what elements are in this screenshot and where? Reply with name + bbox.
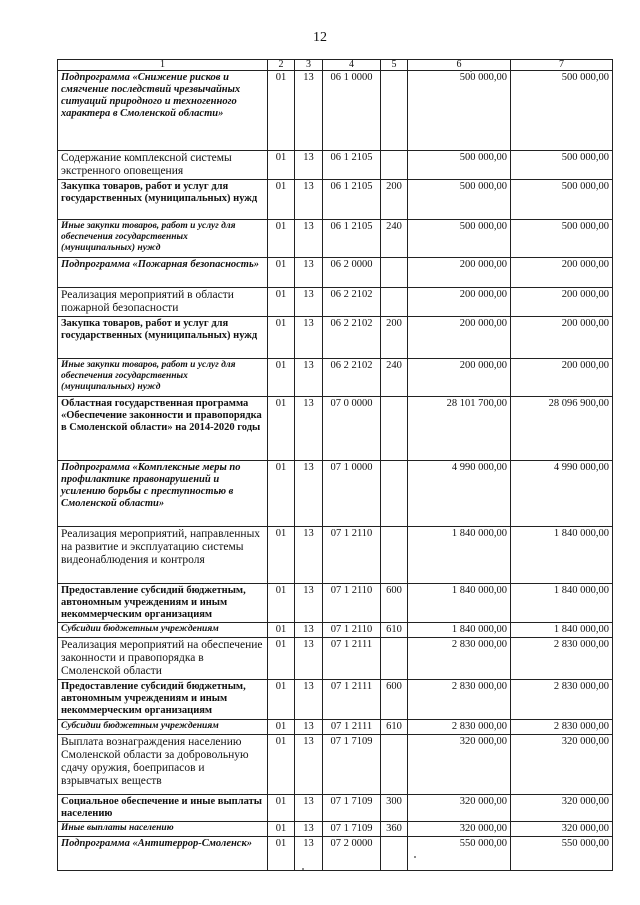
section-code-cell: 01	[268, 822, 295, 837]
amount-cell: 2 830 000,00	[511, 638, 613, 680]
row-name-cell: Предоставление субсидий бюджетным, автономным учреждениям и иным некоммерческим организациям	[58, 680, 268, 720]
subsection-code-cell: 13	[295, 180, 323, 220]
table-row	[58, 735, 613, 795]
table-header-row	[58, 60, 613, 71]
table-row	[58, 623, 613, 638]
amount-cell: 320 000,00	[511, 735, 613, 795]
section-code-cell: 01	[268, 638, 295, 680]
row-name-cell: Субсидии бюджетным учреждениям	[58, 720, 268, 735]
row-name-cell: Областная государственная программа «Обеспечение законности и правопорядка в Смоленской области» на 2014-2020 годы	[58, 397, 268, 461]
expense-type-cell	[381, 288, 408, 317]
section-code-cell: 01	[268, 461, 295, 527]
subsection-code-cell: 13	[295, 638, 323, 680]
subsection-code-cell: 13	[295, 151, 323, 180]
amount-cell: 28 101 700,00	[408, 397, 511, 461]
amount-cell: 1 840 000,00	[511, 623, 613, 638]
target-article-cell: 06 1 2105	[323, 220, 381, 258]
amount-cell: 320 000,00	[511, 795, 613, 822]
subsection-code-cell: 13	[295, 584, 323, 623]
section-code-cell: 01	[268, 317, 295, 359]
target-article-cell: 06 2 0000	[323, 258, 381, 288]
section-code-cell: 01	[268, 795, 295, 822]
expense-type-cell: 240	[381, 359, 408, 397]
row-name-cell: Подпрограмма «Антитеррор-Смоленск»	[58, 837, 268, 871]
subsection-code-cell: 13	[295, 735, 323, 795]
amount-cell: 500 000,00	[511, 180, 613, 220]
row-name-cell: Реализация мероприятий на обеспечение законности и правопорядка в Смоленской области	[58, 638, 268, 680]
subsection-code-cell: 13	[295, 837, 323, 871]
expense-type-cell	[381, 397, 408, 461]
expense-type-cell	[381, 527, 408, 584]
expense-type-cell: 360	[381, 822, 408, 837]
amount-cell: 2 830 000,00	[408, 720, 511, 735]
expense-type-cell	[381, 735, 408, 795]
column-header: 4	[323, 60, 381, 71]
amount-cell: 500 000,00	[408, 180, 511, 220]
row-name-cell: Подпрограмма «Пожарная безопасность»	[58, 258, 268, 288]
table-row	[58, 822, 613, 837]
row-name-cell: Социальное обеспечение и иные выплаты населению	[58, 795, 268, 822]
table-row	[58, 720, 613, 735]
column-header: 5	[381, 60, 408, 71]
table-row	[58, 288, 613, 317]
expense-type-cell	[381, 461, 408, 527]
target-article-cell: 06 2 2102	[323, 288, 381, 317]
amount-cell: 500 000,00	[511, 71, 613, 151]
amount-cell: 1 840 000,00	[408, 527, 511, 584]
amount-cell: 200 000,00	[511, 258, 613, 288]
amount-cell: 500 000,00	[408, 151, 511, 180]
scan-speck	[302, 868, 304, 870]
target-article-cell: 06 2 2102	[323, 317, 381, 359]
row-name-cell: Подпрограмма «Комплексные меры по профилактике правонарушений и усилению борьбы с преступностью в Смоленской области»	[58, 461, 268, 527]
subsection-code-cell: 13	[295, 527, 323, 584]
row-name-cell: Реализация мероприятий, направленных на развитие и эксплуатацию системы видеонаблюдения и контроля	[58, 527, 268, 584]
section-code-cell: 01	[268, 258, 295, 288]
table-row	[58, 638, 613, 680]
amount-cell: 1 840 000,00	[511, 584, 613, 623]
table-row	[58, 71, 613, 151]
subsection-code-cell: 13	[295, 822, 323, 837]
target-article-cell: 07 1 7109	[323, 822, 381, 837]
amount-cell: 200 000,00	[511, 359, 613, 397]
column-header: 1	[58, 60, 268, 71]
amount-cell: 28 096 900,00	[511, 397, 613, 461]
expense-type-cell: 610	[381, 720, 408, 735]
subsection-code-cell: 13	[295, 795, 323, 822]
expense-type-cell	[381, 837, 408, 871]
table-row	[58, 527, 613, 584]
table-row	[58, 461, 613, 527]
table-row	[58, 317, 613, 359]
section-code-cell: 01	[268, 359, 295, 397]
target-article-cell: 07 1 0000	[323, 461, 381, 527]
table-row	[58, 584, 613, 623]
amount-cell: 320 000,00	[511, 822, 613, 837]
row-name-cell: Иные выплаты населению	[58, 822, 268, 837]
amount-cell: 200 000,00	[408, 288, 511, 317]
subsection-code-cell: 13	[295, 397, 323, 461]
subsection-code-cell: 13	[295, 359, 323, 397]
subsection-code-cell: 13	[295, 720, 323, 735]
table-row	[58, 680, 613, 720]
table-row	[58, 837, 613, 871]
expense-type-cell: 200	[381, 317, 408, 359]
table-row	[58, 258, 613, 288]
amount-cell: 200 000,00	[408, 258, 511, 288]
scan-speck	[470, 70, 472, 72]
amount-cell: 1 840 000,00	[511, 527, 613, 584]
table-row	[58, 359, 613, 397]
subsection-code-cell: 13	[295, 317, 323, 359]
expense-type-cell: 610	[381, 623, 408, 638]
section-code-cell: 01	[268, 623, 295, 638]
row-name-cell: Содержание комплексной системы экстренного оповещения	[58, 151, 268, 180]
section-code-cell: 01	[268, 220, 295, 258]
expense-type-cell: 240	[381, 220, 408, 258]
subsection-code-cell: 13	[295, 623, 323, 638]
section-code-cell: 01	[268, 527, 295, 584]
amount-cell: 1 840 000,00	[408, 584, 511, 623]
row-name-cell: Субсидии бюджетным учреждениям	[58, 623, 268, 638]
amount-cell: 2 830 000,00	[511, 720, 613, 735]
section-code-cell: 01	[268, 720, 295, 735]
amount-cell: 500 000,00	[408, 220, 511, 258]
target-article-cell: 07 1 2111	[323, 680, 381, 720]
amount-cell: 2 830 000,00	[408, 680, 511, 720]
table-row	[58, 220, 613, 258]
table-row	[58, 180, 613, 220]
expense-type-cell: 200	[381, 180, 408, 220]
expense-type-cell: 300	[381, 795, 408, 822]
amount-cell: 320 000,00	[408, 795, 511, 822]
target-article-cell: 07 1 2110	[323, 527, 381, 584]
row-name-cell: Выплата вознаграждения населению Смоленской области за добровольную сдачу оружия, боеприпасов и взрывчатых веществ	[58, 735, 268, 795]
expense-type-cell	[381, 151, 408, 180]
target-article-cell: 06 1 2105	[323, 151, 381, 180]
amount-cell: 200 000,00	[511, 317, 613, 359]
amount-cell: 2 830 000,00	[511, 680, 613, 720]
amount-cell: 2 830 000,00	[408, 638, 511, 680]
amount-cell: 320 000,00	[408, 735, 511, 795]
target-article-cell: 07 2 0000	[323, 837, 381, 871]
section-code-cell: 01	[268, 151, 295, 180]
expense-type-cell	[381, 638, 408, 680]
section-code-cell: 01	[268, 837, 295, 871]
section-code-cell: 01	[268, 735, 295, 795]
table-row	[58, 397, 613, 461]
expense-type-cell: 600	[381, 680, 408, 720]
subsection-code-cell: 13	[295, 258, 323, 288]
amount-cell: 500 000,00	[511, 220, 613, 258]
subsection-code-cell: 13	[295, 71, 323, 151]
scan-speck	[414, 856, 416, 858]
expense-type-cell	[381, 258, 408, 288]
budget-table	[57, 59, 613, 871]
target-article-cell: 07 0 0000	[323, 397, 381, 461]
amount-cell: 200 000,00	[408, 317, 511, 359]
row-name-cell: Подпрограмма «Снижение рисков и смягчение последствий чрезвычайных ситуаций природного и техногенного характера в Смоленской области»	[58, 71, 268, 151]
subsection-code-cell: 13	[295, 220, 323, 258]
target-article-cell: 07 1 2111	[323, 638, 381, 680]
section-code-cell: 01	[268, 71, 295, 151]
amount-cell: 200 000,00	[408, 359, 511, 397]
row-name-cell: Закупка товаров, работ и услуг для государственных (муниципальных) нужд	[58, 317, 268, 359]
target-article-cell: 07 1 2111	[323, 720, 381, 735]
target-article-cell: 07 1 7109	[323, 735, 381, 795]
section-code-cell: 01	[268, 584, 295, 623]
section-code-cell: 01	[268, 397, 295, 461]
amount-cell: 500 000,00	[408, 71, 511, 151]
target-article-cell: 06 2 2102	[323, 359, 381, 397]
amount-cell: 200 000,00	[511, 288, 613, 317]
section-code-cell: 01	[268, 180, 295, 220]
page-number: 12	[313, 30, 327, 45]
section-code-cell: 01	[268, 288, 295, 317]
subsection-code-cell: 13	[295, 288, 323, 317]
amount-cell: 500 000,00	[511, 151, 613, 180]
row-name-cell: Закупка товаров, работ и услуг для государственных (муниципальных) нужд	[58, 180, 268, 220]
expense-type-cell: 600	[381, 584, 408, 623]
table-row	[58, 795, 613, 822]
target-article-cell: 07 1 2110	[323, 623, 381, 638]
row-name-cell: Иные закупки товаров, работ и услуг для обеспечения государственных (муниципальных) нужд	[58, 359, 268, 397]
table-row	[58, 151, 613, 180]
amount-cell: 550 000,00	[408, 837, 511, 871]
row-name-cell: Предоставление субсидий бюджетным, автономным учреждениям и иным некоммерческим организациям	[58, 584, 268, 623]
row-name-cell: Реализация мероприятий в области пожарной безопасности	[58, 288, 268, 317]
section-code-cell: 01	[268, 680, 295, 720]
expense-type-cell	[381, 71, 408, 151]
amount-cell: 320 000,00	[408, 822, 511, 837]
target-article-cell: 06 1 0000	[323, 71, 381, 151]
amount-cell: 4 990 000,00	[511, 461, 613, 527]
target-article-cell: 06 1 2105	[323, 180, 381, 220]
subsection-code-cell: 13	[295, 461, 323, 527]
amount-cell: 550 000,00	[511, 837, 613, 871]
target-article-cell: 07 1 2110	[323, 584, 381, 623]
column-header: 6	[408, 60, 511, 71]
column-header: 2	[268, 60, 295, 71]
row-name-cell: Иные закупки товаров, работ и услуг для обеспечения государственных (муниципальных) нужд	[58, 220, 268, 258]
column-header: 3	[295, 60, 323, 71]
target-article-cell: 07 1 7109	[323, 795, 381, 822]
amount-cell: 1 840 000,00	[408, 623, 511, 638]
column-header: 7	[511, 60, 613, 71]
subsection-code-cell: 13	[295, 680, 323, 720]
amount-cell: 4 990 000,00	[408, 461, 511, 527]
